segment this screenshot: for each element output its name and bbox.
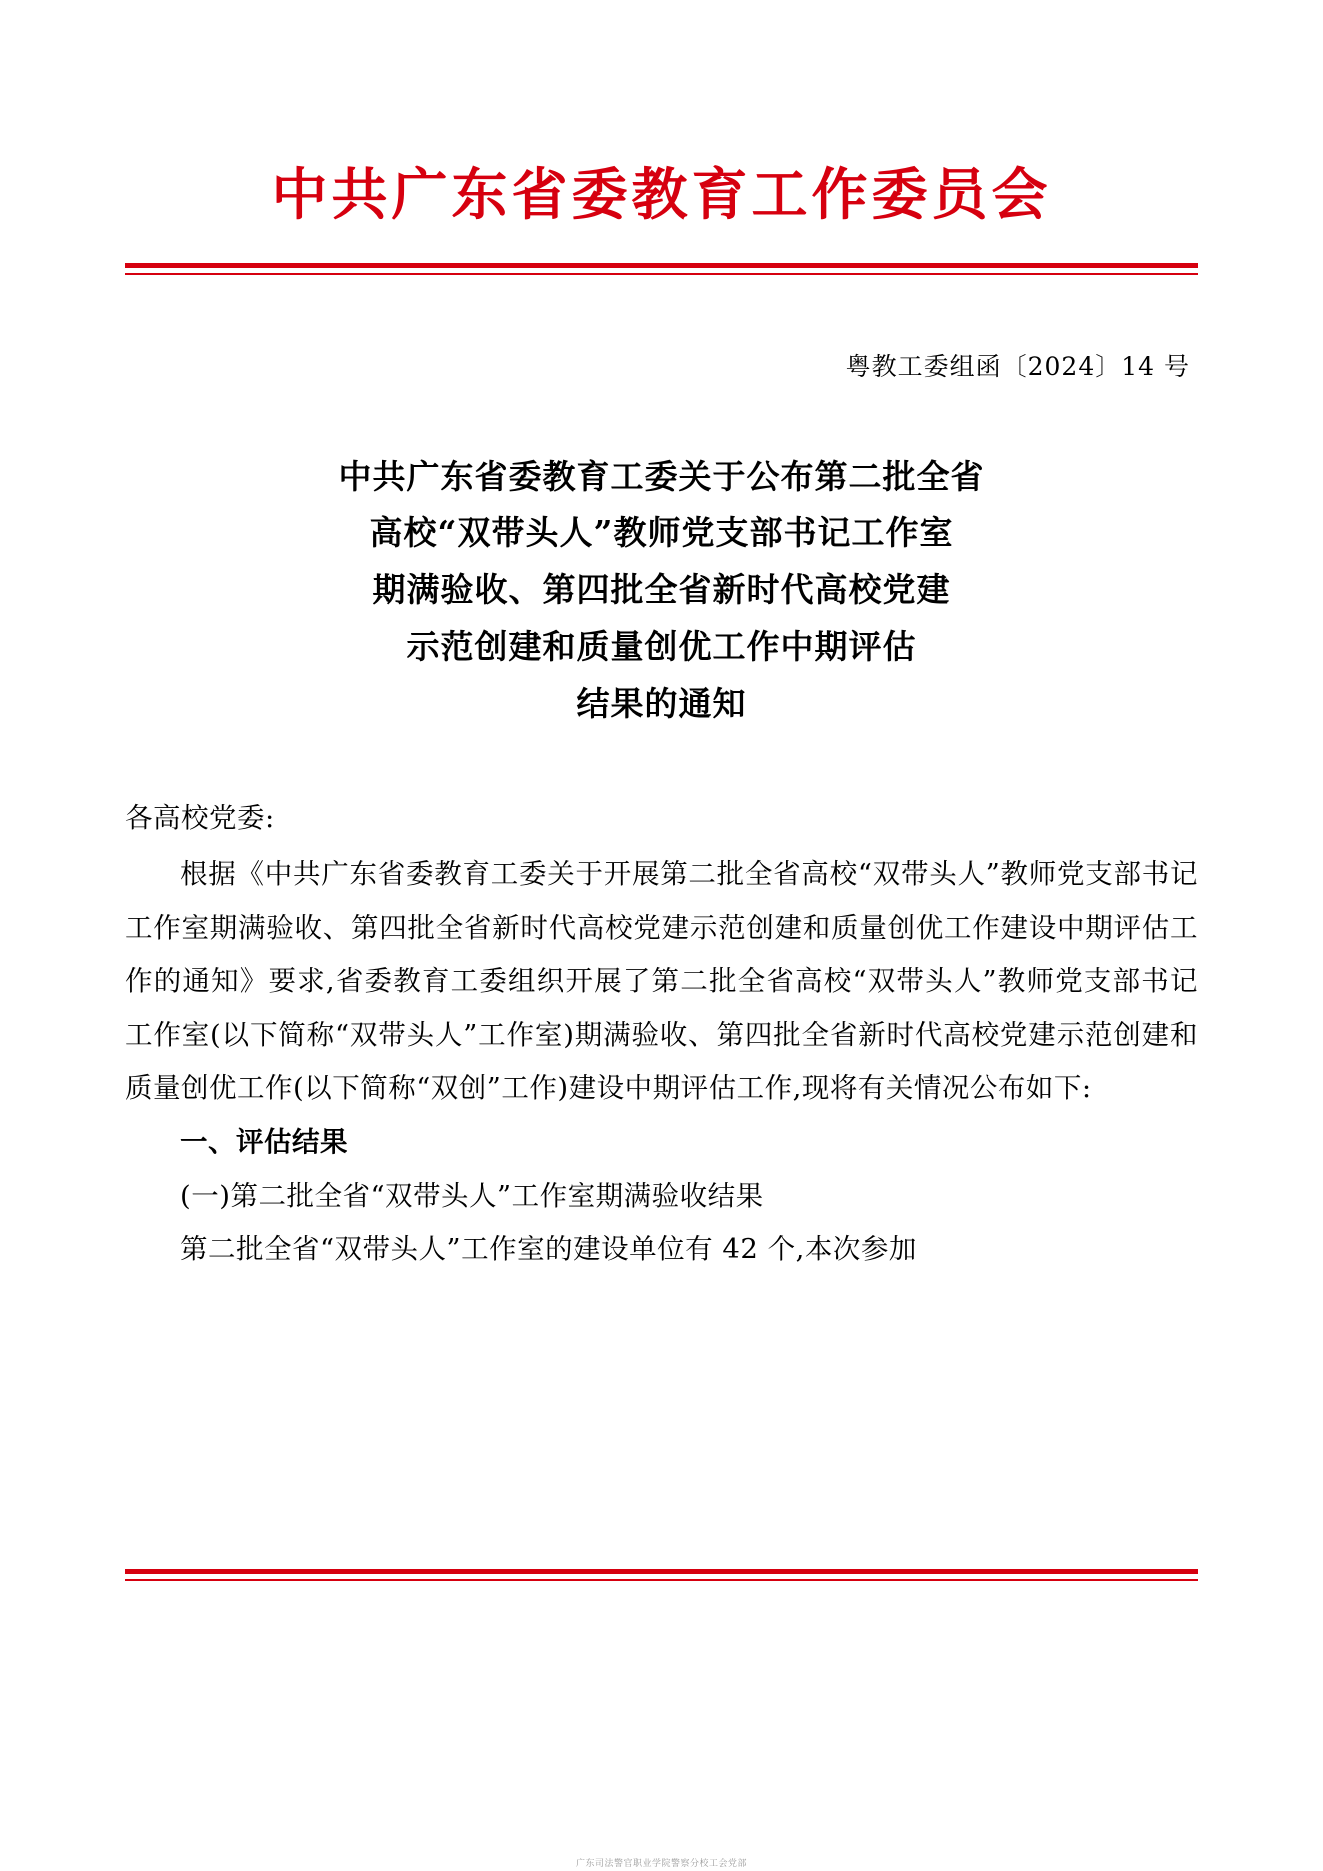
document-body: [125, 792, 1198, 1277]
subsection-heading: (一)第二批全省“双带头人”工作室期满验收结果: [180, 1179, 764, 1212]
body-paragraph-last: 第二批全省“双带头人”工作室的建设单位有 42 个,本次参加: [180, 1233, 917, 1266]
masthead: [125, 0, 1198, 227]
masthead-title: 中共广东省委教育工作委员会: [271, 162, 1052, 228]
footer-rules: [125, 1569, 1198, 1581]
salutation: 各高校党委:: [125, 802, 275, 835]
title-line: 示范创建和质量创优工作中期评估: [406, 626, 917, 666]
body-paragraph: 根据《中共广东省委教育工委关于开展第二批全省高校“双带头人”教师党支部书记工作室期满验收、第四批全省新时代高校党建示范创建和质量创优工作建设中期评估工作的通知》要求,省委教育工委组织开展了第二批全省高校“双带头人”教师党支部书记工作室(以下简称“双带头人”工作室)期满验收、第四批全省新时代高校党建示范创建和质量创优工作(以下简称“双创”工作)建设中期评估工作,现将有关情况公布如下:: [125, 857, 1198, 1105]
header-rule-thick: [125, 263, 1198, 268]
title-line: 结果的通知: [576, 683, 747, 723]
section-heading: 一、评估结果: [180, 1126, 348, 1159]
document-number: 粤教工委组函〔2024〕14 号: [845, 351, 1190, 381]
watermark-text: 广东司法警官职业学院警察分校工会党部: [575, 1859, 747, 1869]
header-rules: [125, 263, 1198, 275]
document-title: [125, 449, 1198, 733]
header-rule-thin: [125, 273, 1198, 275]
footer-rule-thin: [125, 1579, 1198, 1581]
title-line: 高校“双带头人”教师党支部书记工作室: [369, 513, 954, 553]
footer-rule-thick: [125, 1569, 1198, 1574]
title-line: 期满验收、第四批全省新时代高校党建: [372, 570, 951, 610]
title-line: 中共广东省委教育工委关于公布第二批全省: [338, 456, 985, 496]
